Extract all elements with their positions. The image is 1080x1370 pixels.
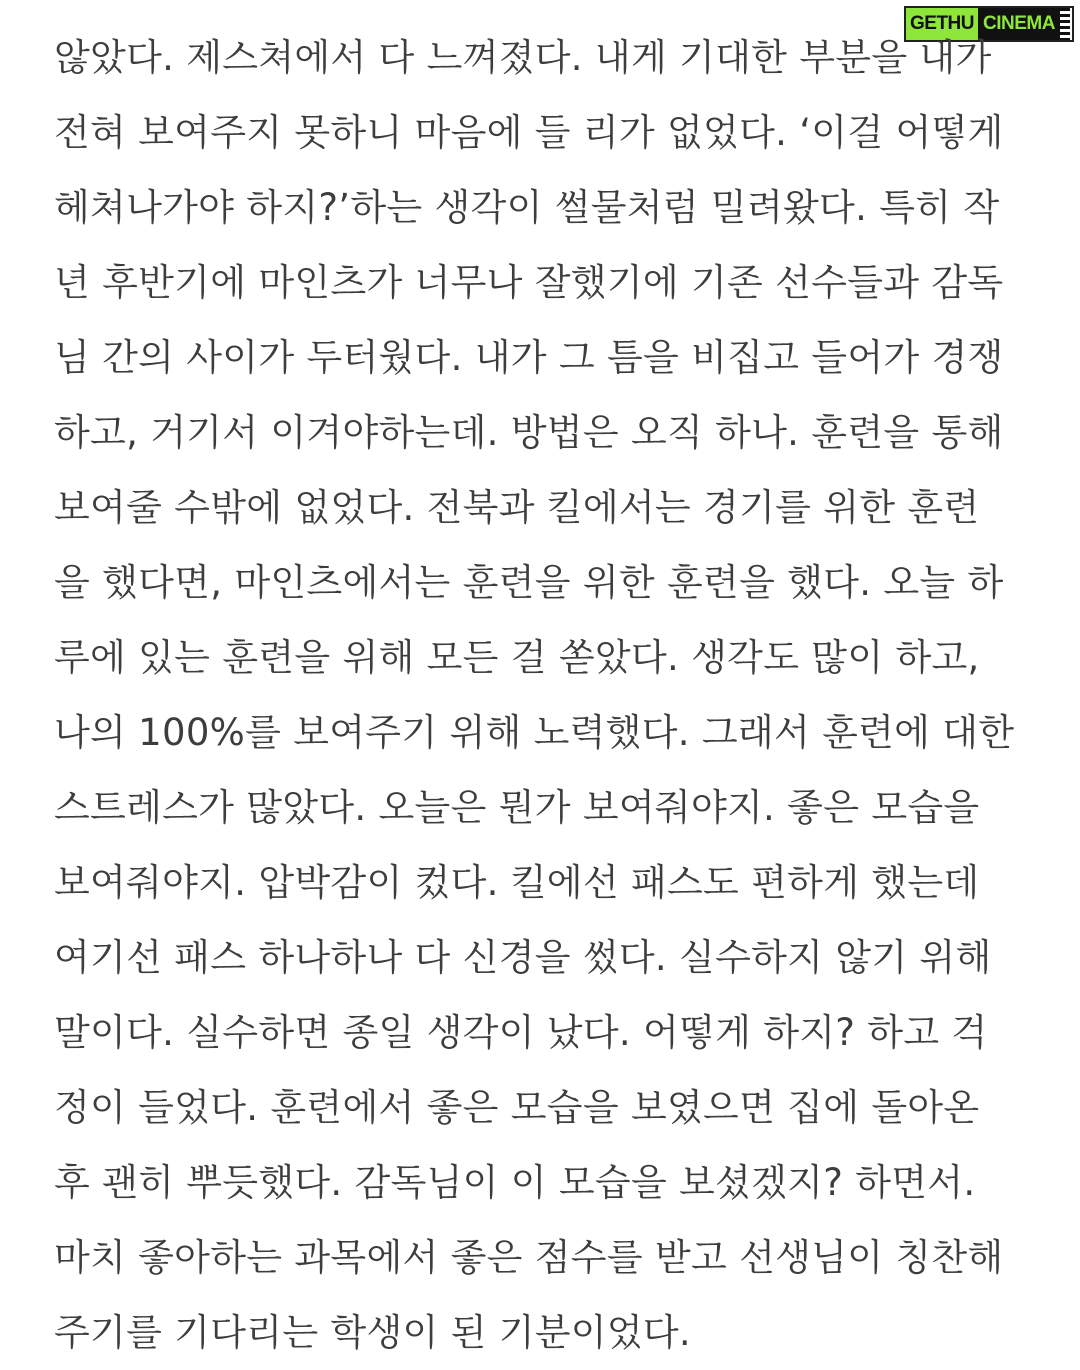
text-line: 마치 좋아하는 과목에서 좋은 점수를 받고 선생님이 칭찬해 [54,1236,1004,1279]
watermark-brand-left: GETHU [906,8,978,40]
text-line: 주기를 기다리는 학생이 된 기분이었다. [54,1311,691,1354]
text-line: 헤쳐나가야 하지?’하는 생각이 썰물처럼 밀려왔다. 특히 작 [54,186,1000,229]
text-line: 루에 있는 훈련을 위해 모든 걸 쏟았다. 생각도 많이 하고, [54,636,980,679]
text-line: 않았다. 제스쳐에서 다 느껴졌다. 내게 기대한 부분을 내가 [54,36,992,79]
watermark-brand-right: CINEMA [978,8,1060,40]
text-line: 정이 들었다. 훈련에서 좋은 모습을 보였으면 집에 돌아온 [54,1086,980,1129]
text-line: 말이다. 실수하면 종일 생각이 났다. 어떻게 하지? 하고 걱 [54,1011,988,1054]
text-line: 스트레스가 많았다. 오늘은 뭔가 보여줘야지. 좋은 모습을 [54,786,980,829]
text-line: 나의 100%를 보여주기 위해 노력했다. 그래서 훈련에 대한 [54,711,1015,754]
text-line: 하고, 거기서 이겨야하는데. 방법은 오직 하나. 훈련을 통해 [54,411,1004,454]
text-line: 보여줘야지. 압박감이 컸다. 킬에선 패스도 편하게 했는데 [54,861,980,904]
film-strip-icon [1060,8,1070,40]
text-line: 님 간의 사이가 두터웠다. 내가 그 틈을 비집고 들어가 경쟁 [54,336,1004,379]
text-line: 을 했다면, 마인츠에서는 훈련을 위한 훈련을 했다. 오늘 하 [54,561,1004,604]
text-line: 후 괜히 뿌듯했다. 감독님이 이 모습을 보셨겠지? 하면서. [54,1161,976,1204]
article-body [54,20,1034,1370]
text-line: 전혀 보여주지 못하니 마음에 들 리가 없었다. ‘이걸 어떻게 [54,111,1004,154]
text-line: 보여줄 수밖에 없었다. 전북과 킬에서는 경기를 위한 훈련 [54,486,980,529]
text-line: 여기선 패스 하나하나 다 신경을 썼다. 실수하지 않기 위해 [54,936,992,979]
text-line: 년 후반기에 마인츠가 너무나 잘했기에 기존 선수들과 감독 [54,261,1004,304]
